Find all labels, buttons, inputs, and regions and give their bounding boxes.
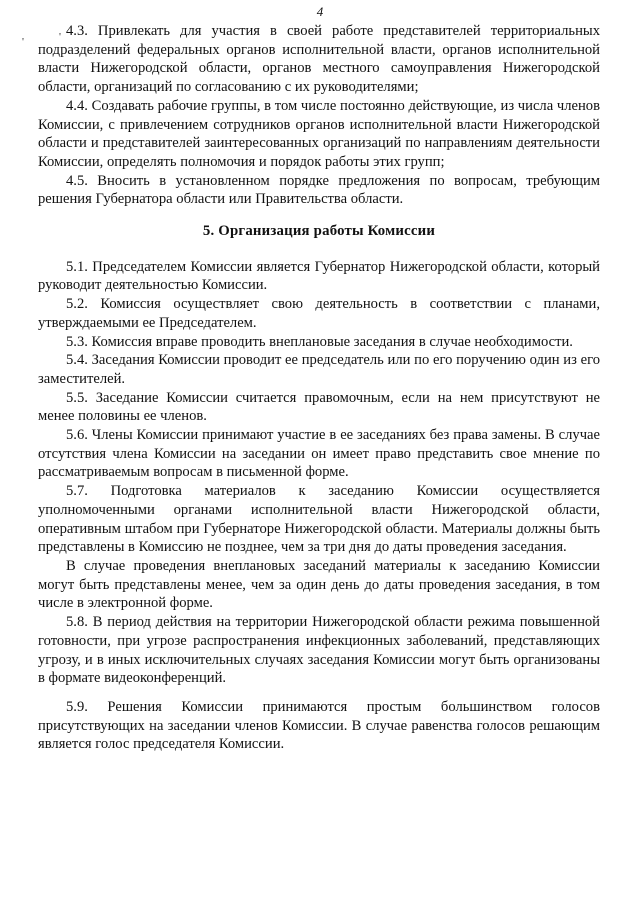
paragraph-5-4: 5.4. Заседания Комиссии проводит ее председатель или по его поручению один из его заместителей. [38,352,600,387]
paragraph-5-7-continued: В случае проведения внеплановых заседаний материалы к заседанию Комиссии могут быть представлены менее, чем за один день до даты проведения заседания, в том числе в электронной форме. [38,557,600,612]
paragraph-5-3: 5.3. Комиссия вправе проводить внеплановые заседания в случае необходимости. [66,333,573,350]
paragraph-5-1: 5.1. Председателем Комиссии является Губернатор Нижегородской области, который руководит деятельностью Комиссии. [38,258,600,294]
document-body [38,22,600,754]
page-number: 4 [316,4,324,19]
margin-mark: ' [22,36,24,48]
section-heading: 5. Организация работы Комиссии [202,223,436,240]
paragraph-5-7: 5.7. Подготовка материалов к заседанию Комиссии осуществляется уполномоченными органами исполнительной власти Нижегородской области, оперативным штабом при Губернаторе Нижегородской области. Материалы должны быть представлены в Комиссию не позднее, чем за три дня до даты проведения заседания. [38,483,600,556]
paragraph-4-3: 4.3. Привлекать для участия в своей работе представителей территориальных подразделений федеральных органов исполнительной власти, органов исполнительной власти Нижегородской области, органов местного самоуправления Нижегородской области, организаций по согласованию с их руководителями; [38,23,600,96]
paragraph-4-5: 4.5. Вносить в установленном порядке предложения по вопросам, требующим решения Губернатора области или Правительства области. [38,172,600,208]
paragraph-5-5: 5.5. Заседание Комиссии считается правомочным, если на нем присутствуют не менее половины ее членов. [38,389,600,425]
paragraph-5-9: 5.9. Решения Комиссии принимаются простым большинством голосов присутствующих на заседании членов Комиссии. В случае равенства голосов решающим является голос председателя Комиссии. [38,698,600,753]
margin-mark: ' [59,31,61,43]
paragraph-5-6: 5.6. Члены Комиссии принимают участие в ее заседаниях без права замены. В случае отсутствия члена Комиссии на заседании он имеет право представить свое мнение по рассматриваемым вопросам в письменной форме. [38,427,600,481]
paragraph-5-2: 5.2. Комиссия осуществляет свою деятельность в соответствии с планами, утверждаемыми ее Председателем. [38,296,600,331]
paragraph-5-8: 5.8. В период действия на территории Нижегородской области режима повышенной готовности, при угрозе распространения инфекционных заболеваний, представляющих угрозу, и в иных исключительных случаях заседания Комиссии могут быть организованы в формате видеоконференций. [38,614,600,687]
paragraph-4-4: 4.4. Создавать рабочие группы, в том числе постоянно действующие, из числа членов Комиссии, с привлечением сотрудников органов исполнительной власти Нижегородской области и представителей заинтересованных организаций по направлениям деятельности Комиссии, определять полномочия и порядок работы этих групп; [38,97,600,170]
